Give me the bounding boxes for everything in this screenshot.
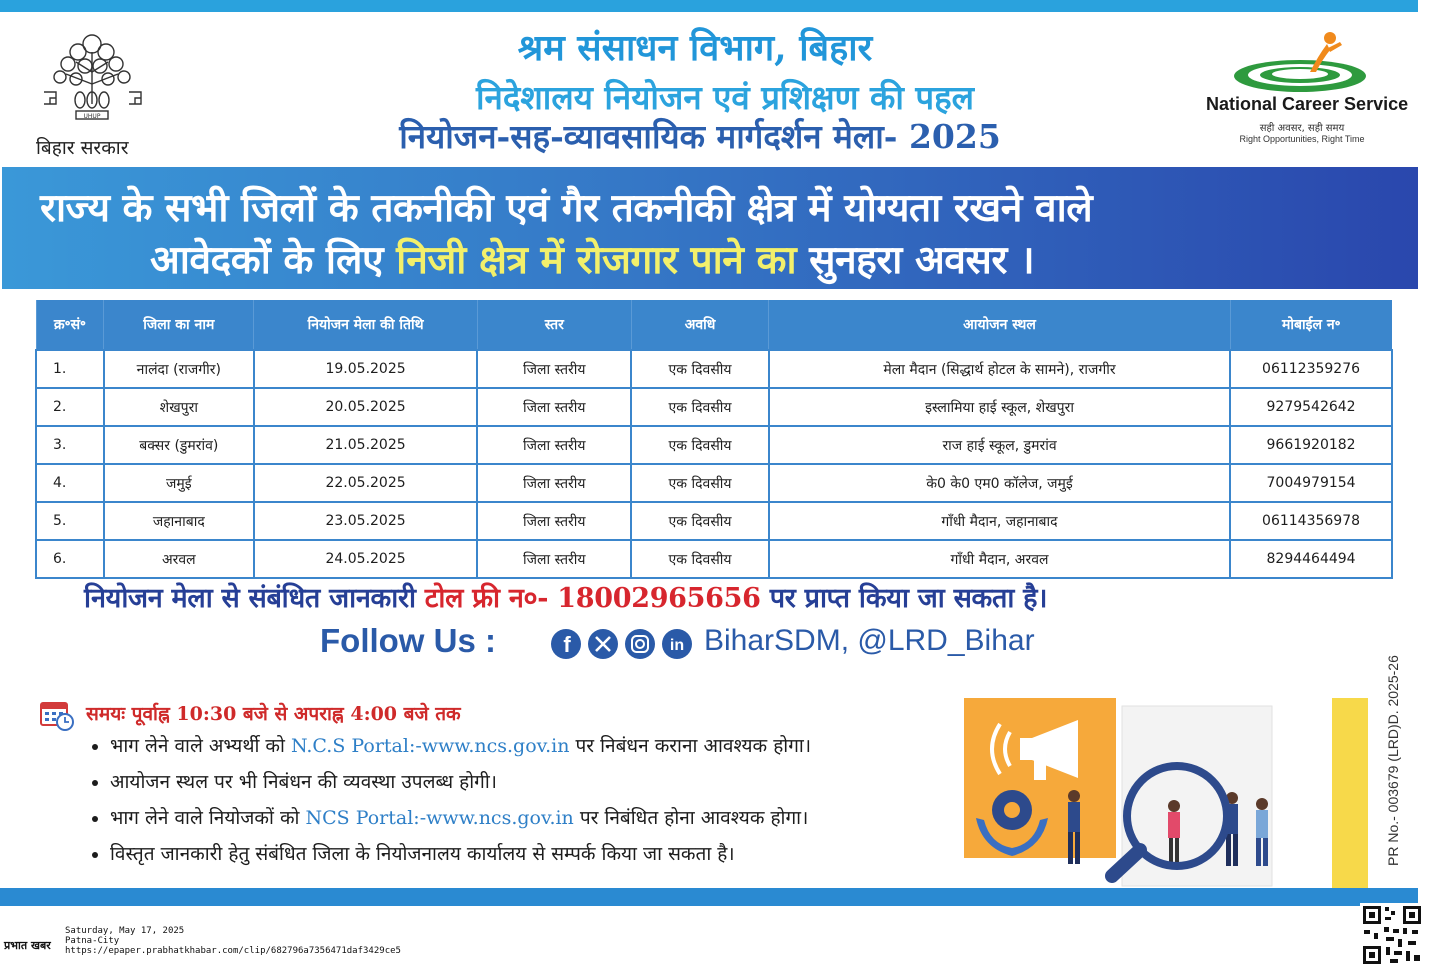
facebook-icon[interactable]: [551, 629, 581, 659]
cell-duration: एक दिवसीय: [631, 540, 769, 578]
tollfree-post: पर प्राप्त किया जा सकता है।: [769, 583, 1048, 614]
cell-duration: एक दिवसीय: [631, 464, 769, 502]
cell-venue: इस्लामिया हाई स्कूल, शेखपुरा: [769, 388, 1230, 426]
cell-mobile: 06114356978: [1230, 502, 1392, 540]
tollfree-number: 18002965656: [557, 583, 761, 614]
social-icons: [550, 628, 695, 660]
social-handles[interactable]: BiharSDM, @LRD_Bihar: [704, 624, 1035, 657]
x-icon[interactable]: [588, 629, 618, 659]
cell-serial: 4.: [36, 464, 104, 502]
list-item: [110, 768, 970, 804]
ncs-portal-link[interactable]: N.C.S Portal:-www.ncs.gov.in: [290, 735, 570, 757]
svg-text:in: in: [669, 637, 685, 654]
department-title: श्रम संसाधन विभाग, बिहार: [517, 27, 873, 69]
table-row: [36, 350, 1392, 388]
point-text: विस्तृत जानकारी हेतु संबंधित जिला के नियोजनालय कार्यालय से सम्पर्क किया जा सकता है।: [110, 843, 735, 865]
cell-duration: एक दिवसीय: [631, 388, 769, 426]
list-item: [110, 732, 970, 768]
table-row: [36, 426, 1392, 464]
ncs-tagline-english: Right Opportunities, Right Time: [1239, 134, 1365, 144]
cell-serial: 1.: [36, 350, 104, 388]
col-district-header: जिला का नाम: [104, 300, 254, 350]
cell-district: बक्सर (डुमरांव): [104, 426, 254, 464]
instagram-icon[interactable]: [625, 629, 655, 659]
bihar-emblem-icon: [30, 22, 155, 132]
cell-date: 21.05.2025: [254, 426, 478, 464]
cell-venue: गाँधी मैदान, अरवल: [769, 540, 1230, 578]
col-serial-header: क्र॰सं॰: [36, 300, 104, 350]
table-row: [36, 464, 1392, 502]
pr-number: PR No.- 003679 (LRD)D. 2025-26: [1385, 655, 1401, 866]
fair-title: नियोजन-सह-व्यावसायिक मार्गदर्शन मेला- 2025: [399, 117, 1001, 156]
cell-district: नालंदा (राजगीर): [104, 350, 254, 388]
cell-venue: मेला मैदान (सिद्धार्थ होटल के सामने), राजगीर: [769, 350, 1230, 388]
point-text: भाग लेने वाले अभ्यर्थी को: [110, 735, 291, 757]
cell-date: 23.05.2025: [254, 502, 478, 540]
col-level-header: स्तर: [477, 300, 631, 350]
linkedin-icon[interactable]: [662, 629, 692, 659]
clip-url[interactable]: https://epaper.prabhatkhabar.com/clip/682796a7356471daf3429ce5: [65, 946, 401, 956]
instructions-list: [86, 732, 970, 876]
banner-line-2: [150, 232, 1350, 285]
cell-serial: 3.: [36, 426, 104, 464]
prabhat-khabar-logo: प्रभात खबर: [4, 939, 51, 952]
cell-level: जिला स्तरीय: [477, 426, 631, 464]
list-item: [110, 840, 970, 876]
ncs-logo-icon: [1230, 28, 1370, 98]
follow-us-label: Follow Us :: [320, 622, 496, 659]
clip-date: Saturday, May 17, 2025: [65, 926, 185, 936]
col-duration-header: अवधि: [631, 300, 769, 350]
tollfree-line: [84, 578, 1344, 615]
cell-date: 20.05.2025: [254, 388, 478, 426]
cell-serial: 6.: [36, 540, 104, 578]
cell-duration: एक दिवसीय: [631, 426, 769, 464]
bihar-sarkar-label: बिहार सरकार: [36, 137, 129, 159]
point-text: पर निबंधित होना आवश्यक होगा।: [573, 807, 809, 829]
point-text: आयोजन स्थल पर भी निबंधन की व्यवस्था उपलब्ध होगी।: [110, 771, 497, 793]
cell-mobile: 7004979154: [1230, 464, 1392, 502]
cell-date: 24.05.2025: [254, 540, 478, 578]
cell-mobile: 06112359276: [1230, 350, 1392, 388]
cell-venue: के0 के0 एम0 कॉलेज, जमुई: [769, 464, 1230, 502]
cell-district: अरवल: [104, 540, 254, 578]
table-row: [36, 502, 1392, 540]
recruitment-illustration: [962, 698, 1372, 890]
qr-code-icon: [1360, 903, 1424, 967]
svg-text:UHUP: UHUP: [83, 113, 101, 120]
cell-district: जमुई: [104, 464, 254, 502]
cell-mobile: 9661920182: [1230, 426, 1392, 464]
table-row: [36, 388, 1392, 426]
cell-venue: गाँधी मैदान, जहानाबाद: [769, 502, 1230, 540]
table-header-row: [36, 300, 1392, 350]
ncs-name: National Career Service: [1206, 94, 1409, 114]
clip-city: Patna-City: [65, 936, 120, 946]
col-date-header: नियोजन मेला की तिथि: [254, 300, 478, 350]
clip-metadata: [65, 926, 401, 956]
col-venue-header: आयोजन स्थल: [769, 300, 1230, 350]
job-fair-table: [35, 300, 1393, 579]
point-text: भाग लेने वाले नियोजकों को: [110, 807, 306, 829]
point-text: पर निबंधन कराना आवश्यक होगा।: [569, 735, 812, 757]
bottom-bar: [0, 888, 1418, 906]
cell-date: 22.05.2025: [254, 464, 478, 502]
col-mobile-header: मोबाईल न॰: [1230, 300, 1392, 350]
cell-district: शेखपुरा: [104, 388, 254, 426]
tollfree-pre: नियोजन मेला से संबंधित जानकारी: [84, 583, 416, 614]
cell-mobile: 8294464494: [1230, 540, 1392, 578]
table-row: [36, 540, 1392, 578]
cell-duration: एक दिवसीय: [631, 350, 769, 388]
svg-text:f: f: [563, 632, 571, 657]
banner-line-2-pre: आवेदकों के लिए: [150, 237, 384, 283]
cell-mobile: 9279542642: [1230, 388, 1392, 426]
cell-duration: एक दिवसीय: [631, 502, 769, 540]
cell-level: जिला स्तरीय: [477, 464, 631, 502]
ncs-portal-link[interactable]: NCS Portal:-www.ncs.gov.in: [305, 807, 574, 829]
ncs-tagline-hindi: सही अवसर, सही समय: [1259, 123, 1345, 134]
cell-level: जिला स्तरीय: [477, 388, 631, 426]
cell-venue: राज हाई स्कूल, डुमरांव: [769, 426, 1230, 464]
cell-serial: 2.: [36, 388, 104, 426]
cell-serial: 5.: [36, 502, 104, 540]
tollfree-label: टोल फ्री न०-: [424, 583, 549, 614]
timing-text: समयः पूर्वाह्न 10:30 बजे से अपराह्न 4:00 बजे तक: [86, 703, 461, 725]
calendar-clock-icon: [40, 699, 74, 731]
banner-line-1: राज्य के सभी जिलों के तकनीकी एवं गैर तकनीकी क्षेत्र में योग्यता रखने वाले: [40, 185, 1093, 231]
banner-line-2-post: सुनहरा अवसर ।: [809, 237, 1035, 283]
cell-level: जिला स्तरीय: [477, 540, 631, 578]
cell-level: जिला स्तरीय: [477, 502, 631, 540]
directorate-title: निदेशालय नियोजन एवं प्रशिक्षण की पहल: [475, 78, 975, 117]
banner-highlight: निजी क्षेत्र में रोजगार पाने का: [396, 237, 797, 283]
list-item: [110, 804, 970, 840]
top-bar: [0, 0, 1418, 12]
cell-district: जहानाबाद: [104, 502, 254, 540]
cell-level: जिला स्तरीय: [477, 350, 631, 388]
cell-date: 19.05.2025: [254, 350, 478, 388]
